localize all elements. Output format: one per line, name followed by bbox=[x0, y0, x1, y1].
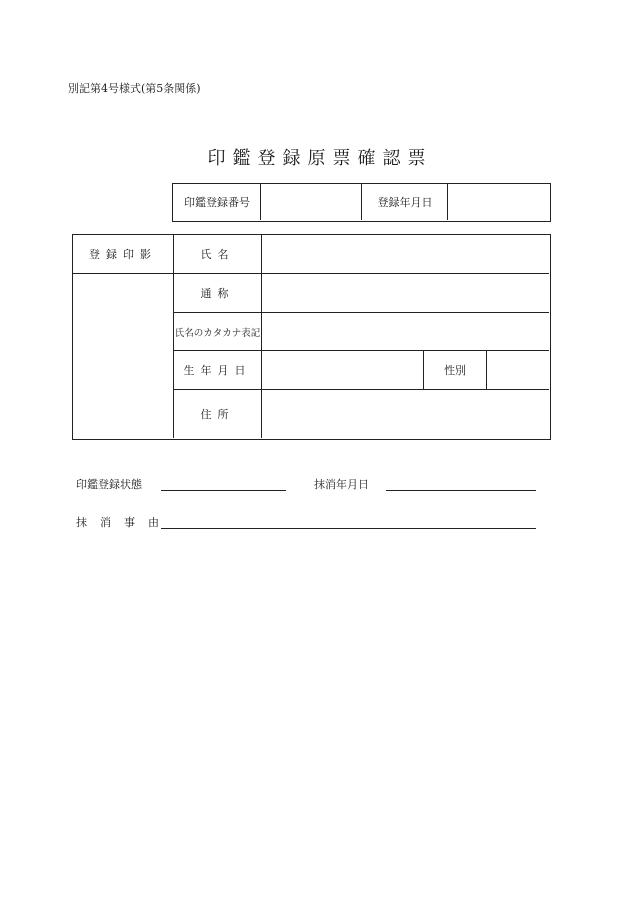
registration-date-field[interactable] bbox=[449, 184, 549, 220]
registration-date-label: 登録年月日 bbox=[377, 196, 433, 209]
birthdate-label: 生年月日 bbox=[183, 364, 252, 377]
status-label: 印鑑登録状態 bbox=[76, 478, 142, 491]
registration-number-label: 印鑑登録番号 bbox=[184, 196, 250, 209]
header-table bbox=[172, 183, 551, 222]
cancellation-reason-label: 抹 消 事 由 bbox=[76, 516, 160, 529]
gender-field[interactable] bbox=[488, 351, 549, 389]
cancellation-date-label: 抹消年月日 bbox=[314, 478, 369, 491]
birthdate-field[interactable] bbox=[263, 351, 423, 389]
alias-field[interactable] bbox=[263, 274, 549, 312]
seal-impression-area[interactable] bbox=[73, 274, 173, 438]
address-label: 住所 bbox=[200, 408, 235, 421]
alias-label: 通称 bbox=[200, 287, 235, 300]
katakana-label: 氏名のカタカナ表記 bbox=[174, 327, 261, 339]
gender-label: 性別 bbox=[444, 364, 466, 377]
cancellation-reason-field[interactable] bbox=[161, 528, 536, 529]
address-field[interactable] bbox=[263, 390, 549, 438]
katakana-field[interactable] bbox=[263, 313, 549, 350]
cancellation-date-field[interactable] bbox=[386, 490, 536, 491]
status-field[interactable] bbox=[161, 490, 286, 491]
main-table bbox=[72, 234, 551, 440]
name-field[interactable] bbox=[263, 235, 549, 273]
page-title: 印鑑登録原票確認票 bbox=[207, 148, 433, 169]
registration-number-field[interactable] bbox=[262, 184, 361, 220]
name-label: 氏名 bbox=[200, 248, 235, 261]
seal-impression-label: 登録印影 bbox=[89, 248, 157, 261]
form-reference: 別記第4号様式(第5条関係) bbox=[68, 82, 201, 95]
